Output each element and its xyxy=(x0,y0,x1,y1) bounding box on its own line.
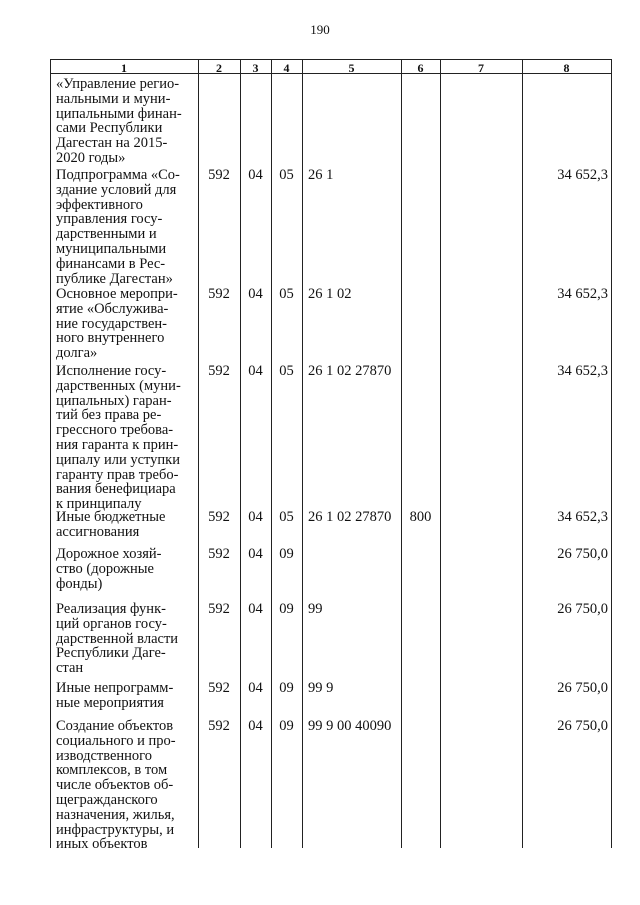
description-line: дарственных (муни- xyxy=(56,377,181,394)
row-2-description xyxy=(56,168,180,286)
row-7-col-3: 04 xyxy=(248,601,263,617)
description-line: ций органов госу- xyxy=(56,615,167,632)
row-2-col-8: 34 652,3 xyxy=(557,167,608,183)
description-line: социального и про- xyxy=(56,732,176,749)
row-2-col-3: 04 xyxy=(248,167,263,183)
description-line: вания бенефициара xyxy=(56,481,176,498)
row-6-col-3: 04 xyxy=(248,546,263,562)
description-line: «Управление регио- xyxy=(56,76,180,92)
description-line: муниципальными xyxy=(56,240,167,257)
description-line: ципалу или уступки xyxy=(56,451,180,468)
description-line: Дагестан на 2015- xyxy=(56,135,168,152)
row-9-col-5: 99 9 00 40090 xyxy=(308,718,392,734)
description-line: сами Республики xyxy=(56,120,163,137)
row-2-col-2: 592 xyxy=(208,167,230,183)
description-line: эффективного xyxy=(56,196,143,213)
row-7-col-4: 09 xyxy=(279,601,294,617)
description-line: грессного требова- xyxy=(56,422,174,439)
description-line: Подпрограмма «Со- xyxy=(56,167,180,183)
description-line: ципальными финан- xyxy=(56,105,182,122)
row-7-description xyxy=(56,602,178,676)
column-header-7: 7 xyxy=(478,61,484,75)
column-header-4: 4 xyxy=(283,61,290,75)
page-number: 190 xyxy=(310,22,330,37)
column-header-2: 2 xyxy=(216,61,222,75)
description-line: ципальных) гаран- xyxy=(56,392,172,409)
description-line: назначения, жилья, xyxy=(56,806,175,823)
description-line: дарственными и xyxy=(56,226,157,243)
description-line: Иные непрограмм- xyxy=(56,680,174,696)
description-line: изводственного xyxy=(56,747,153,764)
description-line: нальными и муни- xyxy=(56,90,171,107)
row-6-col-4: 09 xyxy=(279,546,294,562)
description-line: Иные бюджетные xyxy=(56,509,166,525)
description-line: ные мероприятия xyxy=(56,694,164,711)
row-4-col-8: 34 652,3 xyxy=(557,363,608,379)
row-6-col-8: 26 750,0 xyxy=(557,546,608,562)
row-8-col-8: 26 750,0 xyxy=(557,680,608,696)
description-line: ассигнования xyxy=(56,523,140,540)
description-line: ния гаранта к прин- xyxy=(56,436,179,453)
row-4-col-2: 592 xyxy=(208,363,230,379)
description-line: Дорожное хозяй- xyxy=(56,546,162,562)
description-line: Основное меропри- xyxy=(56,286,178,302)
row-6-description xyxy=(56,547,161,591)
row-9-col-8: 26 750,0 xyxy=(557,718,608,734)
description-line: Исполнение госу- xyxy=(56,363,167,379)
description-line: ние государствен- xyxy=(56,315,167,332)
row-4-col-4: 05 xyxy=(279,363,294,379)
description-line: щегражданского xyxy=(56,791,158,808)
row-7-col-8: 26 750,0 xyxy=(557,601,608,617)
description-line: Создание объектов xyxy=(56,718,174,734)
column-header-5: 5 xyxy=(348,61,355,75)
column-header-6: 6 xyxy=(417,61,424,75)
description-line: к принципалу xyxy=(56,496,142,513)
row-8-col-5: 99 9 xyxy=(308,680,334,696)
description-line: стан xyxy=(56,660,84,677)
row-3-col-8: 34 652,3 xyxy=(557,286,608,302)
row-3-col-4: 05 xyxy=(279,286,294,302)
description-line: долга» xyxy=(56,345,98,362)
description-line: управления госу- xyxy=(56,211,163,228)
row-8-col-4: 09 xyxy=(279,680,294,696)
description-line: гаранту прав требо- xyxy=(56,466,179,483)
description-line: числе объектов об- xyxy=(56,777,174,794)
row-9-col-2: 592 xyxy=(208,718,230,734)
description-line: фонды) xyxy=(56,575,103,592)
description-line: Реализация функ- xyxy=(56,601,166,617)
row-5-col-3: 04 xyxy=(248,509,263,525)
description-line: финансами в Рес- xyxy=(56,255,166,272)
description-line: здание условий для xyxy=(56,181,177,198)
row-8-col-3: 04 xyxy=(248,680,263,696)
row-9-col-3: 04 xyxy=(248,718,263,734)
description-line: публике Дагестан» xyxy=(56,270,173,287)
row-2-col-5: 26 1 xyxy=(308,167,334,183)
row-5-description xyxy=(56,510,165,540)
description-line: тий без права ре- xyxy=(56,407,162,424)
description-line: дарственной власти xyxy=(56,630,179,647)
row-6-col-2: 592 xyxy=(208,546,230,562)
row-1-description xyxy=(56,77,182,166)
row-5-col-5: 26 1 02 27870 xyxy=(308,509,392,525)
row-8-col-2: 592 xyxy=(208,680,230,696)
description-line: ного внутреннего xyxy=(56,330,165,347)
description-line: комплексов, в том xyxy=(56,762,168,779)
description-line: ятие «Обслужива- xyxy=(56,300,169,317)
column-header-8: 8 xyxy=(563,61,570,75)
row-7-col-5: 99 xyxy=(308,601,323,617)
description-line: иных объектов xyxy=(56,836,148,853)
row-5-col-6: 800 xyxy=(409,509,432,525)
row-4-col-3: 04 xyxy=(248,363,263,379)
row-7-col-2: 592 xyxy=(208,601,230,617)
row-5-col-4: 05 xyxy=(279,509,294,525)
row-2-col-4: 05 xyxy=(279,167,294,183)
description-line: Республики Даге- xyxy=(56,645,166,662)
row-3-col-5: 26 1 02 xyxy=(308,286,352,302)
column-header-3: 3 xyxy=(252,61,259,75)
row-5-col-2: 592 xyxy=(208,509,230,525)
row-8-description xyxy=(56,681,173,711)
row-4-col-5: 26 1 02 27870 xyxy=(308,363,392,379)
row-5-col-8: 34 652,3 xyxy=(557,509,608,525)
row-9-description xyxy=(56,719,176,852)
row-3-col-3: 04 xyxy=(248,286,263,302)
row-9-col-4: 09 xyxy=(279,718,294,734)
column-header-1: 1 xyxy=(121,61,127,75)
row-3-col-2: 592 xyxy=(208,286,230,302)
row-4-description xyxy=(56,364,181,512)
description-line: 2020 годы» xyxy=(56,149,126,166)
description-line: ство (дорожные xyxy=(56,560,154,577)
description-line: инфраструктуры, и xyxy=(56,821,175,838)
row-3-description xyxy=(56,287,178,361)
